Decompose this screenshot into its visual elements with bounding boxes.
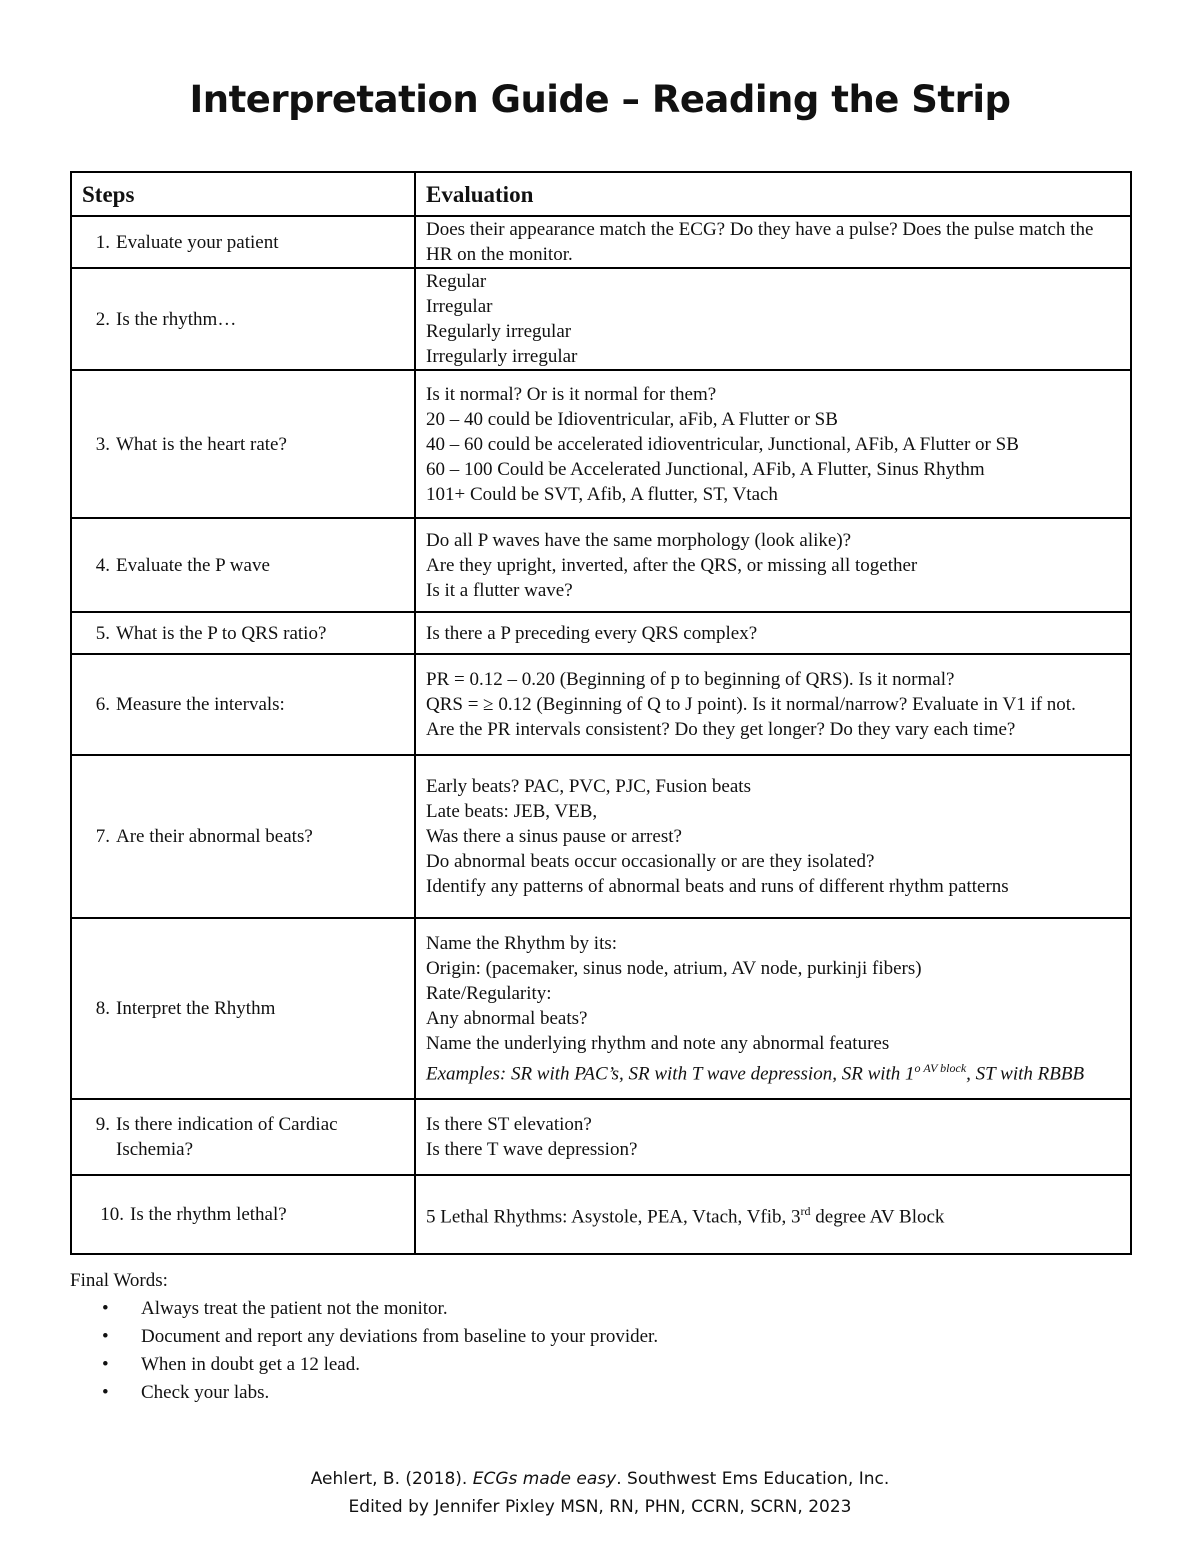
table-row (71, 216, 1131, 268)
final-words-list (70, 1295, 658, 1407)
step-number: 10. (100, 1204, 124, 1225)
table-row (71, 755, 1131, 918)
steps-column-header: Steps (71, 172, 415, 216)
evaluation-text: Is there a P preceding every QRS complex? (426, 622, 758, 644)
step-label: Is the rhythm… (116, 308, 237, 330)
step-label: Measure the intervals: (116, 694, 285, 715)
step-number: 2. (95, 308, 110, 330)
evaluation-text: Was there a sinus pause or arrest? (426, 826, 682, 847)
evaluation-text: Does their appearance match the ECG? Do they have a pulse? Does the pulse match the HR on the monitor. (426, 219, 1094, 265)
evaluation-text: 5 Lethal Rhythms: Asystole, PEA, Vtach, Vfib, 3rd degree AV Block (426, 1204, 945, 1228)
evaluation-text: Is it a flutter wave? (426, 579, 573, 601)
evaluation-text: Identify any patterns of abnormal beats and runs of different rhythm patterns (426, 876, 1009, 897)
evaluation-text: Early beats? PAC, PVC, PJC, Fusion beats (426, 776, 751, 797)
evaluation-text: Is there T wave depression? (426, 1139, 638, 1160)
step-label: What is the P to QRS ratio? (116, 622, 327, 644)
table-row (71, 612, 1131, 654)
evaluation-text: 40 – 60 could be accelerated idioventricular, Junctional, AFib, A Flutter or SB (426, 433, 1019, 455)
table-row (71, 654, 1131, 755)
bullet-icon: • (102, 1354, 109, 1375)
table-header-row (71, 172, 1131, 216)
evaluation-text: Are the PR intervals consistent? Do they get longer? Do they vary each time? (426, 719, 1016, 740)
evaluation-text: 101+ Could be SVT, Afib, A flutter, ST, Vtach (426, 483, 778, 505)
interpretation-table (70, 171, 1132, 1255)
final-words-label: Final Words: (70, 1270, 168, 1291)
evaluation-text: Name the underlying rhythm and note any abnormal features (426, 1032, 890, 1054)
edited-by: Edited by Jennifer Pixley MSN, RN, PHN, CCRN, SCRN, 2023 (348, 1497, 852, 1517)
evaluation-text: Do all P waves have the same morphology (look alike)? (426, 529, 852, 551)
evaluation-text: Do abnormal beats occur occasionally or are they isolated? (426, 851, 875, 872)
evaluation-text: Is there ST elevation? (426, 1114, 592, 1135)
list-item: • Check your labs. (70, 1379, 658, 1407)
step-label: Is the rhythm lethal? (130, 1204, 287, 1225)
bullet-icon: • (102, 1382, 109, 1403)
footer (0, 1465, 1200, 1521)
examples-text: Examples: SR with PAC’s, SR with T wave depression, SR with $1^{o AV block}$, ST with RBBB (426, 1060, 1085, 1085)
evaluation-text: Rate/Regularity: (426, 982, 552, 1004)
table-row (71, 918, 1131, 1099)
evaluation-column-header: Evaluation (415, 172, 1131, 216)
step-number: 3. (95, 433, 110, 455)
list-item: • When in doubt get a 12 lead. (70, 1351, 658, 1379)
evaluation-text: Regular (426, 271, 487, 292)
evaluation-text: Origin: (pacemaker, sinus node, atrium, AV node, purkinji fibers) (426, 957, 922, 979)
evaluation-text: QRS = ≥ 0.12 (Beginning of Q to J point). Is it normal/narrow? Evaluate in V1 if not. (426, 694, 1076, 715)
step-label: Interpret the Rhythm (116, 998, 276, 1019)
evaluation-text: Name the Rhythm by its: (426, 932, 618, 954)
page-title: Interpretation Guide – Reading the Strip (189, 78, 1011, 121)
table-row (71, 1099, 1131, 1175)
list-item: • Document and report any deviations from baseline to your provider. (70, 1323, 658, 1351)
step-number: 6. (95, 694, 110, 715)
step-label: Evaluate the P wave (116, 554, 270, 576)
step-label: Evaluate your patient (116, 231, 279, 253)
list-item: • Always treat the patient not the monitor. (70, 1295, 658, 1323)
evaluation-text: 60 – 100 Could be Accelerated Junctional, AFib, A Flutter, Sinus Rhythm (426, 458, 985, 480)
evaluation-text: Regularly irregular (426, 321, 572, 342)
step-number: 8. (95, 998, 110, 1019)
evaluation-text: PR = 0.12 – 0.20 (Beginning of p to beginning of QRS). Is it normal? (426, 669, 955, 690)
table-row (71, 518, 1131, 612)
step-number: 5. (95, 622, 110, 644)
evaluation-text: Are they upright, inverted, after the QRS, or missing all together (426, 554, 918, 576)
table-row (71, 268, 1131, 370)
step-number: 1. (95, 231, 110, 253)
evaluation-text: Any abnormal beats? (426, 1007, 588, 1029)
bullet-icon: • (102, 1298, 109, 1319)
evaluation-text: Is it normal? Or is it normal for them? (426, 383, 717, 405)
final-words-section (70, 1267, 658, 1407)
citation: Aehlert, B. (2018). ECGs made easy. Southwest Ems Education, Inc. (310, 1469, 890, 1489)
evaluation-text: 20 – 40 could be Idioventricular, aFib, A Flutter or SB (426, 408, 838, 430)
step-label: What is the heart rate? (116, 433, 287, 455)
step-label: Are their abnormal beats? (116, 826, 313, 847)
bullet-icon: • (102, 1326, 109, 1347)
evaluation-text: Irregularly irregular (426, 346, 578, 367)
step-number: 4. (95, 554, 110, 576)
evaluation-text: Late beats: JEB, VEB, (426, 801, 598, 822)
evaluation-text: Irregular (426, 296, 493, 317)
table-row (71, 370, 1131, 518)
step-number: 9. (95, 1114, 110, 1135)
table-row (71, 1175, 1131, 1254)
step-label: Is there indication of Cardiac Ischemia? (116, 1114, 338, 1160)
step-number: 7. (95, 826, 110, 847)
